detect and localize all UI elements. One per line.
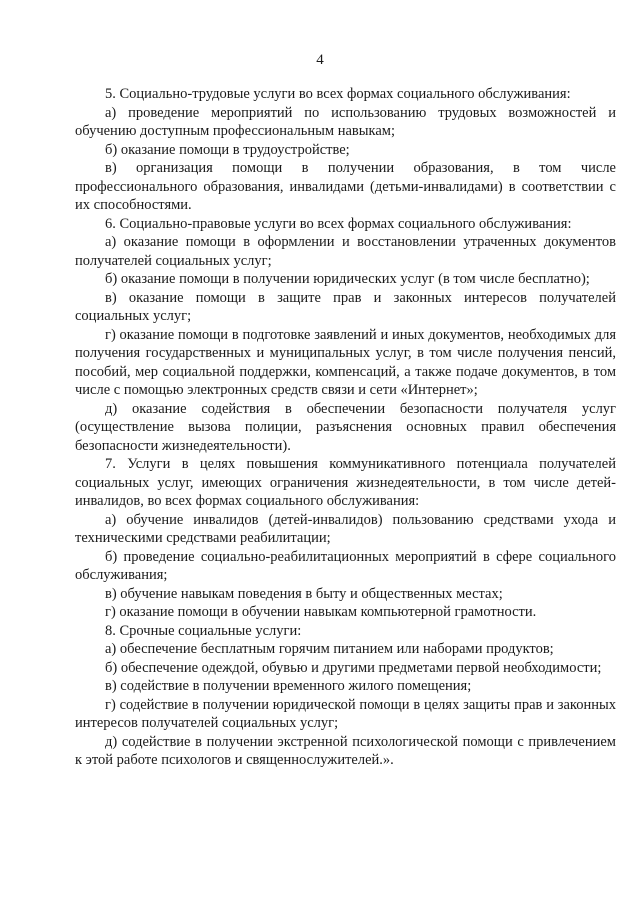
list-item: б) обеспечение одеждой, обувью и другими предметами первой необходимости;: [105, 659, 602, 676]
list-item: в) оказание помощи в защите прав и законных интересов получателей социальных услуг;: [75, 289, 616, 324]
list-item: б) оказание помощи в получении юридических услуг (в том числе бесплатно);: [105, 271, 590, 287]
section-5-heading: 5. Социально-трудовые услуги во всех формах социального обслуживания:: [105, 86, 571, 102]
document-body: [75, 85, 616, 770]
section-6-heading: 6. Социально-правовые услуги во всех формах социального обслуживания:: [105, 215, 572, 232]
list-item: г) оказание помощи в обучении навыкам компьютерной грамотности.: [105, 604, 537, 620]
list-item: а) оказание помощи в оформлении и восстановлении утраченных документов получателей социальных услуг;: [75, 234, 616, 269]
list-item: в) содействие в получении временного жилого помещения;: [105, 678, 472, 694]
list-item: г) оказание помощи в подготовке заявлений и иных документов, необходимых для получения государственных и муниципальных услуг, в том числе получения пенсий, пособий, мер социальной поддержки, компенсаций, а также подаче документов, в том числе с помощью электронных средств связи и сети «Интернет»;: [75, 326, 616, 398]
list-item: б) проведение социально-реабилитационных мероприятий в сфере социального обслуживания;: [75, 548, 616, 583]
list-item: б) оказание помощи в трудоустройстве;: [105, 141, 350, 158]
section-8-heading: 8. Срочные социальные услуги:: [105, 622, 302, 639]
list-item: а) обучение инвалидов (детей-инвалидов) пользованию средствами ухода и техническими средствами реабилитации;: [75, 511, 616, 546]
list-item: а) проведение мероприятий по использованию трудовых возможностей и обучению доступным профессиональным навыкам;: [75, 104, 616, 139]
list-item: а) обеспечение бесплатным горячим питанием или наборами продуктов;: [105, 641, 554, 657]
page-number: 4: [316, 52, 324, 68]
section-7-heading: 7. Услуги в целях повышения коммуникативного потенциала получателей социальных услуг, имеющих ограничения жизнедеятельности, в том числе детей-инвалидов, во всех формах социального обслуживания:: [75, 456, 616, 509]
list-item: в) организация помощи в получении образования, в том числе профессионального образования, инвалидами (детьми-инвалидами) в соответствии с их способностями.: [75, 160, 616, 213]
list-item: в) обучение навыкам поведения в быту и общественных местах;: [105, 585, 503, 602]
list-item: г) содействие в получении юридической помощи в целях защиты прав и законных интересов получателей социальных услуг;: [75, 696, 616, 731]
list-item: д) оказание содействия в обеспечении безопасности получателя услуг (осуществление вызова полиции, разъяснения основных правил обеспечения безопасности жизнедеятельности).: [75, 400, 616, 454]
list-item: д) содействие в получении экстренной психологической помощи с привлечением к этой работе психологов и священнослужителей.».: [75, 733, 616, 768]
